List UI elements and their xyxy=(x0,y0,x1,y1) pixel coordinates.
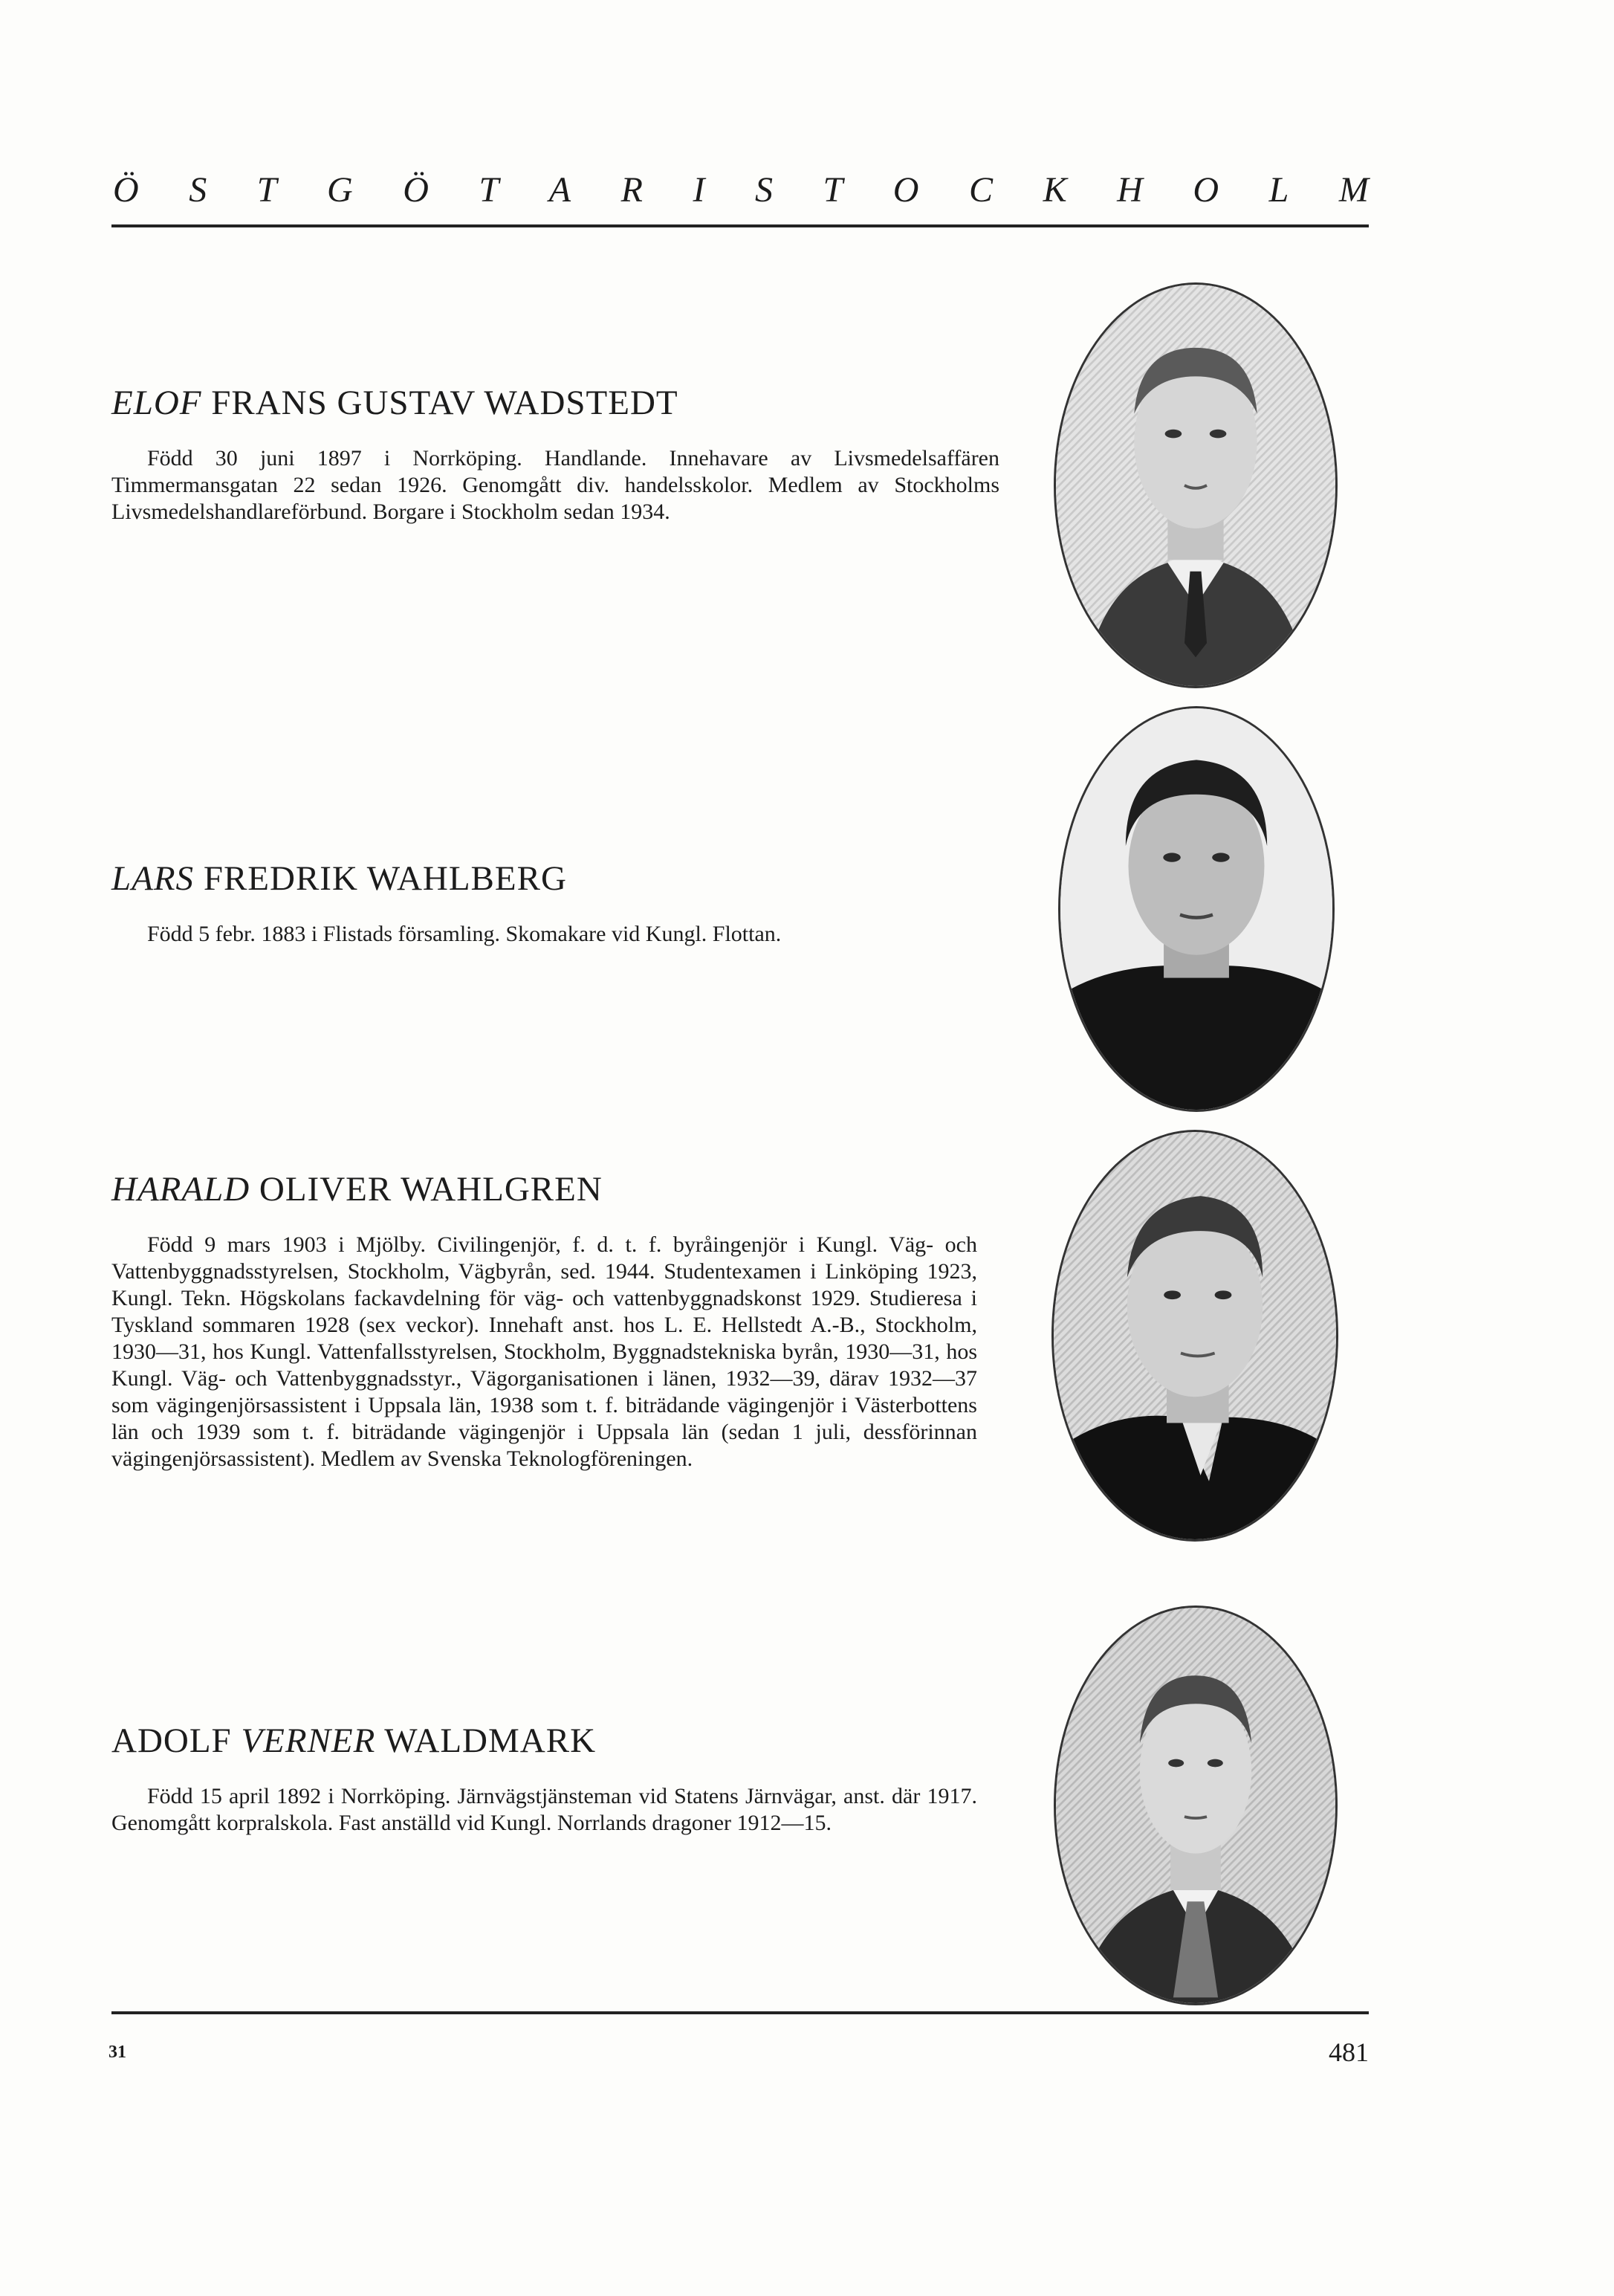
running-head-letter: I xyxy=(693,170,705,210)
biography-entry xyxy=(111,1169,977,1472)
running-head-letter: Ö xyxy=(113,170,139,210)
biography-entry xyxy=(111,858,999,948)
running-head-letter: M xyxy=(1338,170,1369,210)
running-head-letter: T xyxy=(256,170,277,210)
biography-text: Född 15 april 1892 i Norrköping. Järnvägstjänsteman vid Statens Järnvägar, anst. där 1917. Genomgått korpralskola. Fast anställd vid Kungl. Norrlands dragoner 1912—15. xyxy=(111,1784,977,1835)
running-head-letter: Ö xyxy=(403,170,429,210)
running-head-letter: K xyxy=(1043,170,1067,210)
biography-entry xyxy=(111,383,999,526)
page-number: 481 xyxy=(1329,2037,1369,2067)
header-rule xyxy=(111,224,1369,227)
running-head-letter: S xyxy=(189,170,207,210)
running-head-letter: A xyxy=(548,170,571,210)
running-head-letter: S xyxy=(754,170,773,210)
biography-entry xyxy=(111,1721,977,1837)
running-head-letter: O xyxy=(1193,170,1219,210)
portrait-photo xyxy=(1058,706,1335,1112)
person-name: ELOF FRANS GUSTAV WADSTEDT xyxy=(111,384,678,422)
running-head-letter: L xyxy=(1268,170,1289,210)
running-head-letter: C xyxy=(969,170,994,210)
signature-mark: 31 xyxy=(108,2043,126,2062)
biography-text: Född 5 febr. 1883 i Flistads församling. Skomakare vid Kungl. Flottan. xyxy=(147,922,782,946)
biography-text: Född 9 mars 1903 i Mjölby. Civilingenjör, f. d. t. f. byråingenjör i Kungl. Väg- och Vattenbyggnadsstyrelsen, Stockholm, Vägbyrån, sed. 1944. Studentexamen i Linköping 1923, Kungl. Tekn. Högskolans fackavdelning för väg- och vattenbyggnadskonst 1929. Studieresa i Tyskland sommaren 1928 (sex veckor). Innehaft anst. hos L. E. Hellstedt A.-B., Stockholm, 1930—31, hos Kungl. Vattenfallsstyrelsen, Stockholm, Byggnadstekniska byrån, 1930—31, hos Kungl. Väg- och Vattenbyggnadsstyr., Vägorganisationen i länen, 1932—39, därav 1932—37 som vägingenjörsassistent i Uppsala län, 1938 som t. f. biträdande vägingenjör i Västerbottens län och 1939 som t. f. biträdande vägingenjör i Uppsala län (sedan 1 juli, dessförinnan vägingenjörsassistent). Medlem av Svenska Teknologföreningen. xyxy=(111,1232,977,1471)
person-name: ADOLF VERNER WALDMARK xyxy=(111,1721,597,1760)
given-name: ELOF xyxy=(111,384,202,422)
running-head-letter: T xyxy=(823,170,843,210)
given-name: HARALD xyxy=(111,1170,250,1209)
running-head-letter: T xyxy=(479,170,499,210)
portrait-photo xyxy=(1054,282,1338,688)
running-head-letter: H xyxy=(1117,170,1143,210)
person-name: HARALD OLIVER WAHLGREN xyxy=(111,1170,603,1209)
person-name: LARS FREDRIK WAHLBERG xyxy=(111,859,567,898)
biography-text: Född 30 juni 1897 i Norrköping. Handlande. Innehavare av Livsmedelsaffären Timmermansgatan 22 sedan 1926. Genomgått div. handelsskolor. Medlem av Stockholms Livsmedelshandlareförbund. Borgare i Stockholm sedan 1934. xyxy=(111,446,999,524)
running-head-letter: R xyxy=(620,170,643,210)
running-head-letter: G xyxy=(327,170,353,210)
given-name: VERNER xyxy=(241,1721,376,1760)
footer-rule xyxy=(111,2011,1369,2014)
portrait-photo xyxy=(1051,1130,1338,1542)
running-head xyxy=(113,169,1369,210)
given-name: LARS xyxy=(111,859,195,898)
running-head-letter: O xyxy=(892,170,919,210)
portrait-photo xyxy=(1054,1605,1338,2005)
